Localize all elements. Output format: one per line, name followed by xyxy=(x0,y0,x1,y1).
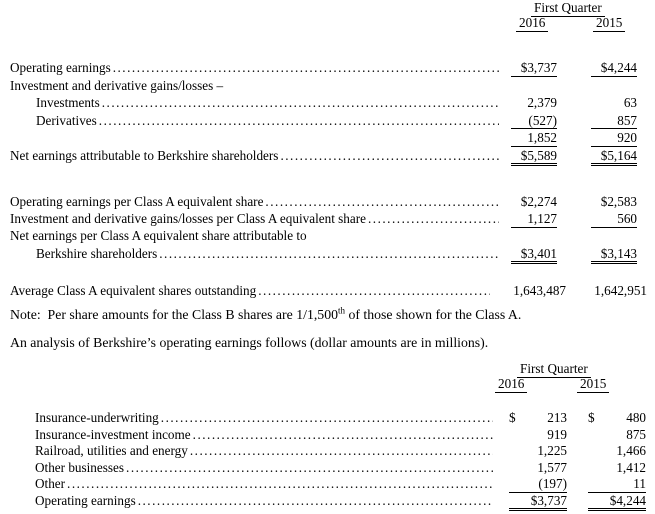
dot-leader xyxy=(97,113,499,129)
average-shares-table xyxy=(10,283,647,301)
value-2015: $4,244 xyxy=(591,60,637,77)
value-2016: 1,225 xyxy=(537,443,567,459)
value-2016: $3,737 xyxy=(509,493,567,512)
financial-row xyxy=(10,283,647,301)
financial-row xyxy=(10,228,637,245)
value-2016: (197) xyxy=(509,476,567,493)
value-2016: 919 xyxy=(547,426,567,442)
earnings-table xyxy=(10,60,637,165)
financial-row xyxy=(35,410,646,427)
financial-row xyxy=(10,78,637,96)
value-number: 480 xyxy=(626,410,646,426)
dot-leader xyxy=(111,60,499,76)
financial-row xyxy=(10,148,637,166)
first-quarter-label: First Quarter xyxy=(517,362,591,378)
dot-leader xyxy=(191,427,493,443)
row-label: Investment and derivative gains/losses per Class A equivalent share xyxy=(10,211,366,227)
dot-leader xyxy=(278,148,499,164)
row-label: Insurance-underwriting xyxy=(35,410,159,426)
financial-row xyxy=(10,246,637,263)
value-2015: 1,642,951 xyxy=(594,282,647,298)
value-2015: 11 xyxy=(588,476,646,493)
value-2015: 63 xyxy=(623,95,637,110)
value-2015: $5,164 xyxy=(591,148,637,167)
dot-leader xyxy=(366,211,499,227)
row-label: Derivatives xyxy=(36,112,97,128)
note-suffix: of those shown for the Class A. xyxy=(345,307,522,323)
year-2016-header: 2016 xyxy=(516,16,548,32)
dot-leader xyxy=(65,476,493,492)
value-2015: 875 xyxy=(626,426,646,442)
financial-row xyxy=(10,60,637,78)
value-2015: 1,466 xyxy=(616,443,646,459)
dot-leader xyxy=(159,410,493,426)
operating-table-header xyxy=(0,362,655,394)
row-label: Insurance-investment income xyxy=(35,426,191,442)
row-label: Operating earnings xyxy=(10,60,111,75)
row-label: Railroad, utilities and energy xyxy=(35,443,188,459)
value-2016: (527) xyxy=(511,113,557,130)
analysis-text: An analysis of Berkshire’s operating earnings follows (dollar amounts are in millions). xyxy=(10,335,489,351)
value-2016: $3,401 xyxy=(511,246,557,265)
financial-row xyxy=(10,211,637,228)
value-2015: 857 xyxy=(591,113,637,130)
row-label: Net earnings attributable to Berkshire shareholders xyxy=(10,147,279,163)
dot-leader xyxy=(256,283,490,299)
value-2015: $2,583 xyxy=(600,194,637,209)
row-label: Average Class A equivalent shares outstanding xyxy=(10,282,257,298)
note-text xyxy=(10,306,655,323)
financial-row xyxy=(35,460,646,477)
financial-row xyxy=(10,130,637,148)
financial-row xyxy=(35,476,646,493)
value-2016: 1,852 xyxy=(511,130,557,147)
financial-row xyxy=(10,113,637,131)
row-label: Net earnings per Class A equivalent share attributable to xyxy=(10,228,307,244)
currency-symbol: $ xyxy=(588,410,595,426)
first-quarter-label: First Quarter xyxy=(531,1,605,17)
note-prefix: Note: Per share amounts for the Class B shares are 1/1,500 xyxy=(10,307,338,323)
row-label: Berkshire shareholders xyxy=(36,245,158,261)
row-label: Operating earnings xyxy=(35,492,136,508)
value-2016: $2,274 xyxy=(520,194,557,209)
value-2015 xyxy=(588,410,646,426)
quarter-table-header xyxy=(0,0,655,35)
value-number: 213 xyxy=(547,410,567,426)
financial-row xyxy=(10,194,637,211)
dot-leader xyxy=(124,460,493,476)
year-2015-header: 2015 xyxy=(577,377,609,393)
value-2015: 560 xyxy=(591,211,637,228)
value-2015: $4,244 xyxy=(588,493,646,512)
value-2016: $5,589 xyxy=(511,148,557,167)
value-2015: 920 xyxy=(591,130,637,147)
row-label: Other xyxy=(35,476,66,492)
value-2016: $3,737 xyxy=(511,60,557,77)
value-2015: 1,412 xyxy=(616,459,646,475)
row-label: Investments xyxy=(36,95,100,110)
financial-row xyxy=(35,427,646,444)
value-2016 xyxy=(509,410,567,426)
row-label: Investment and derivative gains/losses – xyxy=(10,77,224,93)
year-2016-header: 2016 xyxy=(495,377,527,393)
value-2016: 1,643,487 xyxy=(513,282,566,298)
dot-leader xyxy=(136,493,493,509)
value-2015: $3,143 xyxy=(591,246,637,265)
value-2016: 1,577 xyxy=(537,459,567,475)
financial-row xyxy=(10,95,637,113)
row-label: Other businesses xyxy=(35,459,125,475)
value-2016: 1,127 xyxy=(511,211,557,228)
dot-leader xyxy=(188,443,493,459)
dot-leader xyxy=(100,95,499,111)
currency-symbol: $ xyxy=(509,410,516,426)
note-superscript: th xyxy=(338,305,346,316)
year-2015-header: 2015 xyxy=(593,16,625,32)
value-2016: 2,379 xyxy=(527,95,557,110)
financial-row xyxy=(35,493,646,510)
operating-earnings-table xyxy=(35,410,646,509)
dot-leader xyxy=(263,194,499,210)
financial-row xyxy=(35,443,646,460)
row-label: Operating earnings per Class A equivalent share xyxy=(10,194,264,209)
per-share-table xyxy=(10,194,637,263)
dot-leader xyxy=(157,246,499,262)
